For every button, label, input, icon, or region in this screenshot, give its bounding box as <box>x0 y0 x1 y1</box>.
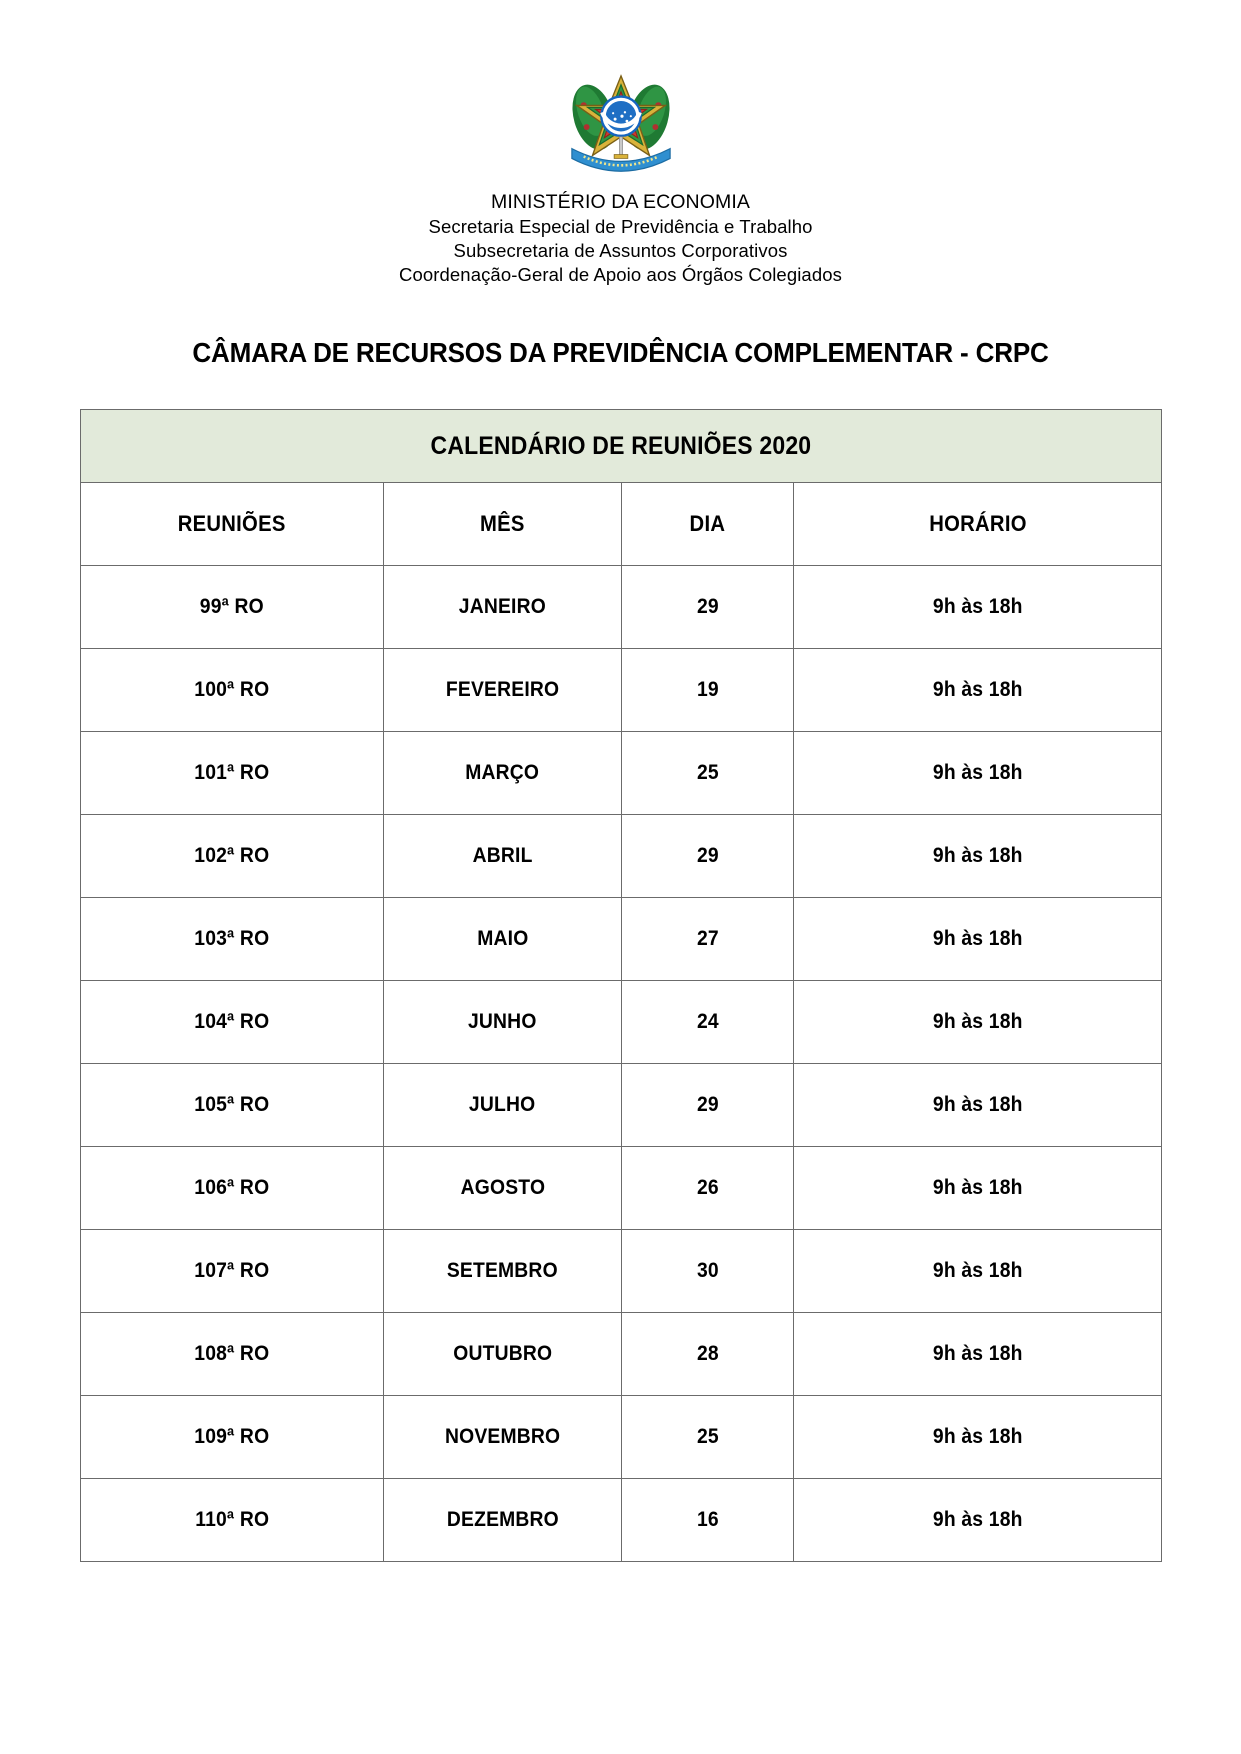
table-row <box>81 1147 1162 1230</box>
cell-mes <box>384 981 622 1064</box>
cell-dia <box>622 732 794 815</box>
table-row <box>81 566 1162 649</box>
cell-mes <box>384 1479 622 1562</box>
table-banner-cell <box>81 410 1162 483</box>
org-line-ministry: MINISTÉRIO DA ECONOMIA <box>491 191 750 213</box>
table-row <box>81 1479 1162 1562</box>
cell-reuniao <box>81 1230 384 1313</box>
org-line-subsecretaria: Subsecretaria de Assuntos Corporativos <box>453 240 788 262</box>
cell-dia-text: 19 <box>696 678 719 702</box>
cell-mes-text: MAIO <box>476 927 529 951</box>
document-header <box>0 0 1241 287</box>
cell-dia-text: 25 <box>696 761 719 785</box>
org-line-secretaria: Secretaria Especial de Previdência e Trabalho <box>428 216 813 238</box>
cell-reuniao-text: 109ª RO <box>194 1425 270 1449</box>
cell-horario-text: 9h às 18h <box>932 595 1023 619</box>
cell-reuniao-text: 102ª RO <box>194 844 270 868</box>
cell-mes <box>384 566 622 649</box>
cell-mes-text: OUTUBRO <box>453 1342 552 1366</box>
cell-reuniao-text: 104ª RO <box>194 1010 270 1034</box>
cell-reuniao <box>81 981 384 1064</box>
cell-horario-text: 9h às 18h <box>932 1176 1023 1200</box>
cell-mes <box>384 1313 622 1396</box>
column-header-horario <box>794 483 1162 566</box>
cell-dia <box>622 1313 794 1396</box>
cell-reuniao-text: 101ª RO <box>194 761 270 785</box>
calendar-table <box>80 409 1162 1562</box>
column-header-mes-label: MÊS <box>480 511 525 537</box>
cell-dia-text: 27 <box>696 927 719 951</box>
cell-dia-text: 25 <box>696 1425 719 1449</box>
cell-horario-text: 9h às 18h <box>932 844 1023 868</box>
cell-dia <box>622 898 794 981</box>
cell-horario <box>794 1230 1162 1313</box>
cell-dia-text: 24 <box>696 1010 719 1034</box>
cell-mes-text: ABRIL <box>472 844 533 868</box>
table-row <box>81 732 1162 815</box>
cell-dia <box>622 1396 794 1479</box>
cell-dia <box>622 815 794 898</box>
cell-horario-text: 9h às 18h <box>932 1425 1023 1449</box>
cell-mes <box>384 1147 622 1230</box>
cell-reuniao-text: 99ª RO <box>199 595 265 619</box>
cell-mes-text: MARÇO <box>465 761 540 785</box>
cell-dia-text: 30 <box>696 1259 719 1283</box>
cell-horario <box>794 1147 1162 1230</box>
cell-reuniao <box>81 1396 384 1479</box>
cell-dia-text: 16 <box>696 1508 719 1532</box>
cell-reuniao-text: 106ª RO <box>194 1176 270 1200</box>
cell-mes <box>384 898 622 981</box>
column-header-horario-label: HORÁRIO <box>928 511 1027 537</box>
column-header-mes <box>384 483 622 566</box>
table-row <box>81 1230 1162 1313</box>
cell-reuniao <box>81 566 384 649</box>
cell-dia <box>622 649 794 732</box>
cell-reuniao <box>81 815 384 898</box>
cell-mes-text: FEVEREIRO <box>445 678 560 702</box>
cell-horario-text: 9h às 18h <box>932 1010 1023 1034</box>
cell-horario-text: 9h às 18h <box>932 678 1023 702</box>
cell-mes <box>384 1230 622 1313</box>
cell-horario-text: 9h às 18h <box>932 761 1023 785</box>
cell-mes-text: JULHO <box>469 1093 536 1117</box>
cell-horario <box>794 1313 1162 1396</box>
cell-dia <box>622 1064 794 1147</box>
column-header-dia-label: DIA <box>689 511 726 537</box>
page-title: CÂMARA DE RECURSOS DA PREVIDÊNCIA COMPLEMENTAR - CRPC <box>192 337 1049 369</box>
cell-dia-text: 29 <box>696 1093 719 1117</box>
cell-reuniao-text: 107ª RO <box>194 1259 270 1283</box>
cell-mes-text: NOVEMBRO <box>444 1425 561 1449</box>
cell-reuniao <box>81 732 384 815</box>
cell-reuniao-text: 103ª RO <box>194 927 270 951</box>
cell-mes-text: JUNHO <box>468 1010 537 1034</box>
cell-dia-text: 28 <box>696 1342 719 1366</box>
cell-reuniao-text: 110ª RO <box>195 1508 269 1532</box>
cell-dia <box>622 566 794 649</box>
table-row <box>81 981 1162 1064</box>
cell-dia <box>622 1147 794 1230</box>
cell-mes <box>384 649 622 732</box>
table-row <box>81 1313 1162 1396</box>
cell-mes-text: AGOSTO <box>460 1176 545 1200</box>
table-row <box>81 1396 1162 1479</box>
cell-horario <box>794 1479 1162 1562</box>
brazil-coat-of-arms-icon <box>562 72 680 184</box>
cell-mes-text: DEZEMBRO <box>446 1508 559 1532</box>
cell-horario-text: 9h às 18h <box>932 1342 1023 1366</box>
cell-horario <box>794 898 1162 981</box>
cell-mes <box>384 1064 622 1147</box>
calendar-table-container <box>0 409 1241 1562</box>
cell-dia <box>622 981 794 1064</box>
cell-mes <box>384 1396 622 1479</box>
cell-horario <box>794 1396 1162 1479</box>
cell-dia-text: 29 <box>696 595 719 619</box>
cell-horario-text: 9h às 18h <box>932 927 1023 951</box>
cell-horario <box>794 649 1162 732</box>
cell-dia-text: 26 <box>696 1176 719 1200</box>
cell-reuniao-text: 108ª RO <box>194 1342 270 1366</box>
cell-horario-text: 9h às 18h <box>932 1093 1023 1117</box>
cell-horario-text: 9h às 18h <box>932 1259 1023 1283</box>
table-row <box>81 649 1162 732</box>
cell-reuniao <box>81 1064 384 1147</box>
cell-reuniao <box>81 1313 384 1396</box>
column-header-reunioes-label: REUNIÕES <box>178 511 286 537</box>
org-line-coordenacao: Coordenação-Geral de Apoio aos Órgãos Colegiados <box>399 264 842 286</box>
cell-dia <box>622 1230 794 1313</box>
cell-mes-text: SETEMBRO <box>447 1259 558 1283</box>
table-row <box>81 898 1162 981</box>
cell-reuniao-text: 100ª RO <box>194 678 270 702</box>
cell-horario <box>794 1064 1162 1147</box>
table-row <box>81 815 1162 898</box>
cell-horario-text: 9h às 18h <box>932 1508 1023 1532</box>
table-row <box>81 1064 1162 1147</box>
cell-dia-text: 29 <box>696 844 719 868</box>
cell-horario <box>794 732 1162 815</box>
cell-reuniao <box>81 1479 384 1562</box>
cell-reuniao <box>81 898 384 981</box>
cell-mes <box>384 815 622 898</box>
cell-mes <box>384 732 622 815</box>
cell-dia <box>622 1479 794 1562</box>
cell-mes-text: JANEIRO <box>458 595 547 619</box>
organization-lines <box>0 190 1241 287</box>
cell-reuniao <box>81 1147 384 1230</box>
table-banner-row <box>81 410 1162 483</box>
cell-horario <box>794 981 1162 1064</box>
column-header-dia <box>622 483 794 566</box>
table-banner-text: CALENDÁRIO DE REUNIÕES 2020 <box>430 431 812 460</box>
calendar-table-body <box>81 566 1162 1562</box>
column-header-reunioes <box>81 483 384 566</box>
cell-reuniao <box>81 649 384 732</box>
cell-horario <box>794 815 1162 898</box>
cell-reuniao-text: 105ª RO <box>194 1093 270 1117</box>
cell-horario <box>794 566 1162 649</box>
table-header-row <box>81 483 1162 566</box>
